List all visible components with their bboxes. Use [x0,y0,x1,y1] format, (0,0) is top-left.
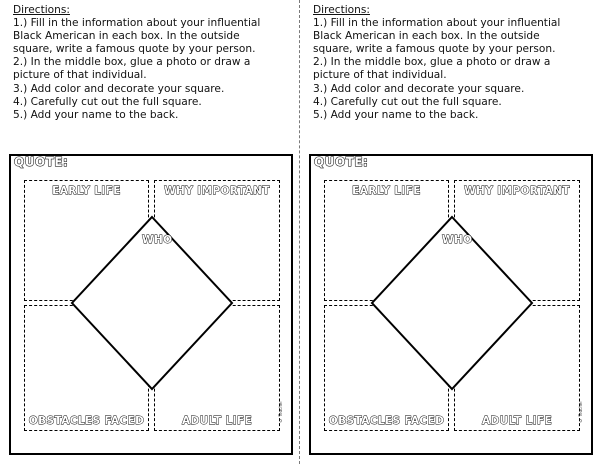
direction-line: picture of that individual. [313,69,447,82]
quote-label: QUOTE: [14,155,69,169]
direction-line: Black American in each box. In the outside [313,30,540,43]
direction-line: 2.) In the middle box, glue a photo or draw a [313,56,551,69]
obstacles-faced-label: OBSTACLES FACED [28,415,145,427]
worksheet-right [300,0,600,464]
early-life-label: EARLY LIFE [352,185,421,197]
direction-line: 4.) Carefully cut out the full square. [313,95,502,108]
credit-text: © Teacher [278,401,283,423]
direction-line: 1.) Fill in the information about your influential [13,17,261,30]
direction-line: picture of that individual. [13,69,147,82]
early-life-label: EARLY LIFE [52,185,121,197]
who-diamond [11,156,290,452]
directions-title: Directions: [313,4,370,16]
adult-life-label: ADULT LIFE [481,415,553,427]
quote-square [309,154,593,455]
directions-title: Directions: [13,4,70,16]
obstacles-faced-label: OBSTACLES FACED [328,415,445,427]
directions-block [313,4,595,122]
credit-text: © Teacher [578,401,583,423]
quote-label: QUOTE: [314,155,369,169]
direction-line: square, write a famous quote by your person. [313,43,556,56]
direction-line: 3.) Add color and decorate your square. [313,82,525,95]
direction-line: 3.) Add color and decorate your square. [13,82,225,95]
quote-square [9,154,293,455]
why-important-label: WHY IMPORTANT [464,185,570,197]
who-diamond [311,156,590,452]
directions-block [13,4,295,122]
direction-line: 5.) Add your name to the back. [313,108,479,121]
why-important-label: WHY IMPORTANT [164,185,270,197]
direction-line: 2.) In the middle box, glue a photo or draw a [13,56,251,69]
direction-line: Black American in each box. In the outside [13,30,240,43]
direction-line: square, write a famous quote by your person. [13,43,256,56]
direction-line: 1.) Fill in the information about your influential [313,17,561,30]
direction-line: 4.) Carefully cut out the full square. [13,95,202,108]
direction-line: 5.) Add your name to the back. [13,108,179,121]
who-label: WHO [142,234,173,246]
adult-life-label: ADULT LIFE [181,415,253,427]
who-label: WHO [442,234,473,246]
